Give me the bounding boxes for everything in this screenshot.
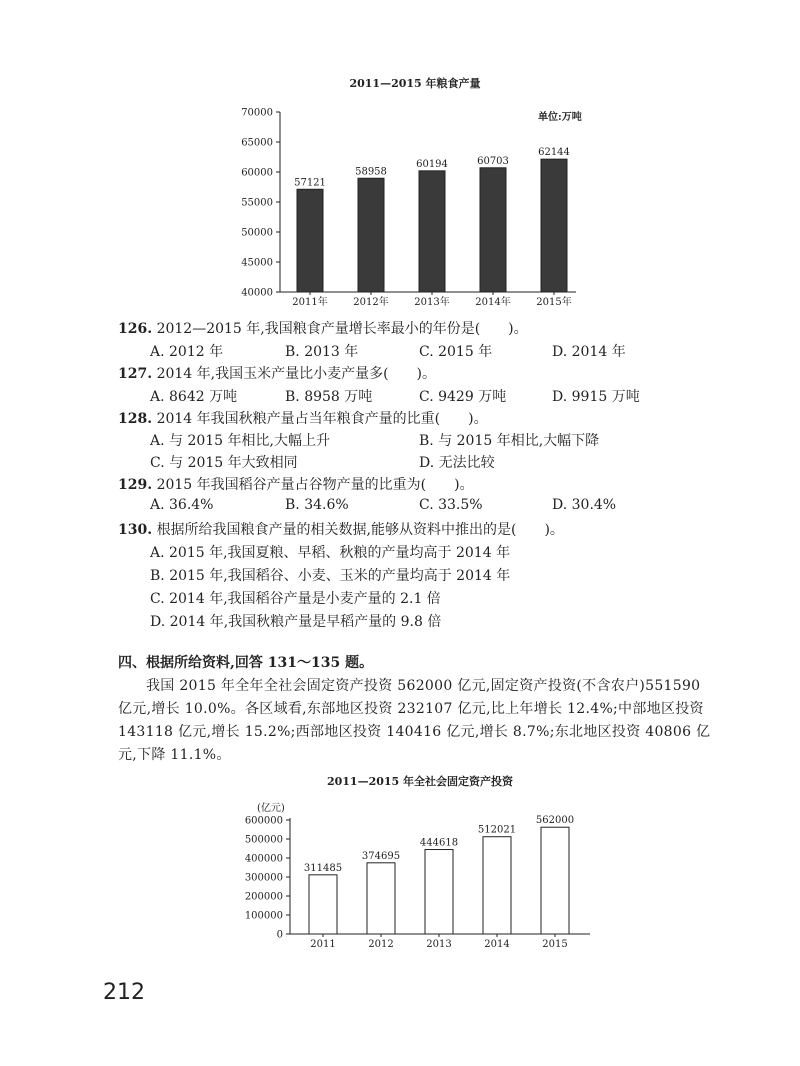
bar: [425, 850, 453, 934]
question-number: 130.: [118, 522, 153, 538]
option-b: B. 2013 年: [285, 344, 359, 360]
section-title: 四、根据所给资料,回答 131～135 题。: [118, 655, 374, 671]
y-tick-label: 100000: [244, 910, 283, 922]
y-tick-label: 200000: [244, 891, 283, 903]
question-stem: 2012—2015 年,我国粮食产量增长率最小的年份是( )。: [156, 321, 528, 337]
option-d: D. 9915 万吨: [552, 389, 640, 405]
y-tick-label: 0: [276, 929, 283, 941]
bar: [483, 837, 511, 934]
bar: [541, 827, 569, 934]
data-label: 562000: [535, 815, 575, 827]
bar: [367, 863, 395, 934]
data-label: 58958: [355, 166, 387, 178]
data-label: 374695: [361, 850, 401, 862]
data-label: 512021: [477, 824, 517, 836]
question-stem: 2014 年我国秋粮产量占当年粮食产量的比重( )。: [156, 411, 488, 427]
data-label: 60703: [477, 155, 509, 167]
y-tick-label: 60000: [241, 167, 273, 179]
question-number: 129.: [118, 477, 153, 493]
chart-unit-label: (亿元): [257, 803, 285, 814]
x-tick-label: 2011: [310, 939, 336, 950]
chart-title: 2011—2015 年粮食产量: [349, 77, 481, 90]
bar: [309, 875, 337, 934]
option-a: A. 36.4%: [150, 497, 214, 513]
option-d: D. 2014 年: [552, 344, 626, 360]
option-d: D. 无法比较: [419, 455, 495, 471]
option-a: A. 2012 年: [150, 344, 224, 360]
question-number: 128.: [118, 411, 153, 427]
y-tick-label: 65000: [241, 137, 273, 149]
x-tick-label: 2012年: [353, 297, 389, 308]
x-tick-label: 2012: [368, 939, 394, 950]
x-tick-label: 2014年: [475, 297, 511, 308]
y-tick-label: 300000: [244, 872, 283, 884]
x-tick-label: 2011年: [292, 297, 328, 308]
y-tick-label: 55000: [241, 197, 273, 209]
chart-title: 2011—2015 年全社会固定资产投资: [326, 775, 514, 788]
y-tick-label: 500000: [244, 834, 283, 846]
data-label: 444618: [419, 837, 459, 849]
x-tick-label: 2015: [542, 939, 568, 950]
question-number: 127.: [118, 366, 153, 382]
data-label: 62144: [538, 147, 570, 159]
x-tick-label: 2014: [484, 939, 510, 950]
option-a: A. 8642 万吨: [150, 389, 238, 405]
y-tick-label: 70000: [241, 107, 273, 119]
option-a: A. 与 2015 年相比,大幅上升: [150, 433, 330, 449]
y-tick-label: 400000: [244, 853, 283, 865]
option-b: B. 2015 年,我国稻谷、小麦、玉米的产量均高于 2014 年: [150, 568, 511, 584]
question-stem: 根据所给我国粮食产量的相关数据,能够从资料中推出的是( )。: [156, 522, 564, 538]
option-c: C. 9429 万吨: [419, 389, 507, 405]
y-tick-label: 600000: [244, 815, 283, 827]
option-c: C. 与 2015 年大致相同: [150, 455, 298, 471]
y-tick-label: 45000: [241, 257, 273, 269]
x-tick-label: 2013年: [414, 297, 450, 308]
y-tick-label: 40000: [241, 287, 273, 299]
option-c: C. 2015 年: [419, 344, 493, 360]
data-label: 57121: [294, 177, 326, 189]
option-c: C. 33.5%: [419, 497, 483, 513]
option-d: D. 30.4%: [552, 497, 617, 513]
x-tick-label: 2015年: [536, 297, 572, 308]
option-d: D. 2014 年,我国秋粮产量是早稻产量的 9.8 倍: [150, 614, 442, 630]
option-b: B. 8958 万吨: [285, 389, 373, 405]
data-label: 311485: [303, 862, 343, 874]
chart-unit-label: 单位:万吨: [538, 112, 582, 123]
question-number: 126.: [118, 321, 153, 337]
question-stem: 2015 年我国稻谷产量占谷物产量的比重为( )。: [156, 477, 474, 493]
question-stem: 2014 年,我国玉米产量比小麦产量多( )。: [156, 366, 437, 382]
page-number: 212: [103, 980, 145, 1005]
data-label: 60194: [416, 158, 448, 170]
x-tick-label: 2013: [426, 939, 452, 950]
y-tick-label: 50000: [241, 227, 273, 239]
option-c: C. 2014 年,我国稻谷产量是小麦产量的 2.1 倍: [150, 591, 441, 607]
option-a: A. 2015 年,我国夏粮、早稻、秋粮的产量均高于 2014 年: [150, 545, 511, 561]
option-b: B. 与 2015 年相比,大幅下降: [419, 433, 600, 449]
option-b: B. 34.6%: [285, 497, 349, 513]
section-paragraph: 我国 2015 年全年全社会固定资产投资 562000 亿元,固定资产投资(不含农户)551590 亿元,增长 10.0%。各区域看,东部地区投资 232107 亿元,比上年增长 12.4%;中部地区投资 143118 亿元,增长 15.2%;西部地区投资 140416 亿元,增长 8.7%;东北地区投资 40806 亿元,下降 11.1%。: [118, 678, 711, 763]
